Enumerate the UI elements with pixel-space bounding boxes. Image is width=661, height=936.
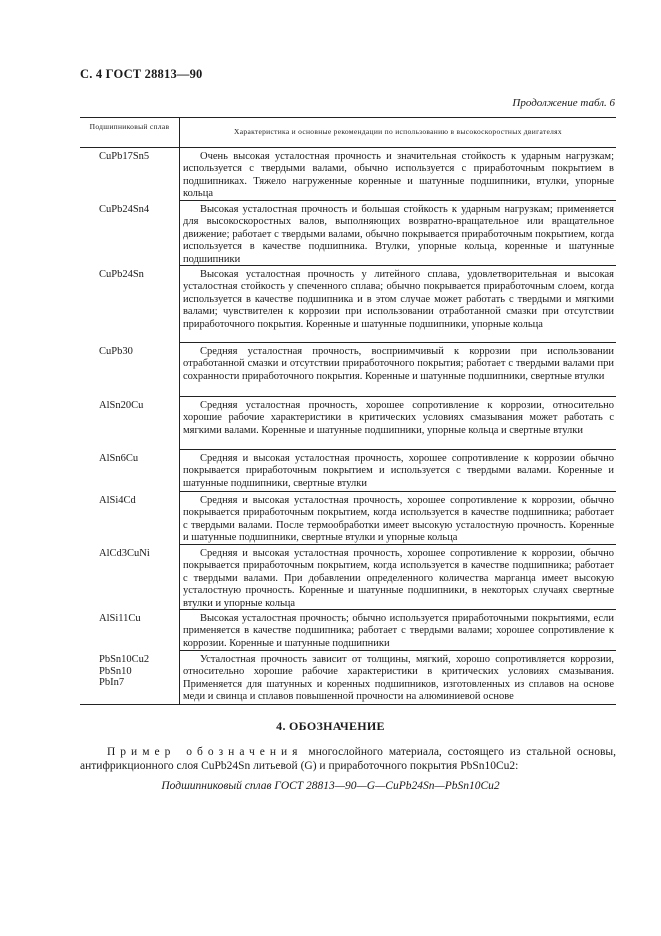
alloy-name: CuPb24Sn	[99, 269, 144, 280]
table-row	[80, 651, 616, 705]
table-row	[80, 397, 616, 450]
alloy-table	[80, 117, 616, 705]
alloy-cell	[80, 545, 180, 610]
description-cell: Средняя и высокая усталостная прочность, хорошее сопротивление к коррозии, обычно покрывается приработочным покрытием, когда используется в качестве подшипника; работает с твердыми валами. При добавлении определенного количества марганца имеет высокую усталостную прочность. Коренные и шатунные подшипники, в некоторых случаях свертные втулки и упорные кольца	[183, 548, 614, 609]
table-continuation-label: Продолжение табл. 6	[512, 97, 615, 109]
section-title: 4. ОБОЗНАЧЕНИЕ	[276, 719, 385, 733]
alloy-cell	[80, 397, 180, 450]
alloy-name: AlSi11Cu	[99, 613, 141, 624]
alloy-cell	[80, 450, 180, 492]
alloy-cell	[80, 492, 180, 545]
description-cell: Очень высокая усталостная прочность и значительная стойкость к ударным нагрузкам; используется с твердыми валами, обычно используется с приработочным покрытием в подшипниках. Тяжело нагруженные коренные и шатунные подшипники, втулки, упорные кольца	[183, 151, 614, 200]
example-lead: Пример обозначения	[107, 746, 303, 758]
alloy-cell	[80, 610, 180, 651]
alloy-name: CuPb30	[99, 346, 133, 357]
alloy-name: PbIn7	[99, 677, 125, 688]
description-cell: Усталостная прочность зависит от толщины, мягкий, хорошо сопротивляется коррозии, относительно хорошие рабочие характеристики в критических условиях смазывания. Применяется для шатунных и коренных подшипников, изготовленных из сплавов на основе меди и свинца и сплавов повышенной прочности на алюминиевой основе	[183, 654, 614, 703]
table-row	[80, 450, 616, 492]
alloy-name: AlSi4Cd	[99, 495, 136, 506]
table-row	[80, 343, 616, 397]
table-row	[80, 148, 616, 201]
alloy-cell	[80, 343, 180, 397]
table-row	[80, 610, 616, 651]
page-header: С. 4 ГОСТ 28813—90	[80, 67, 203, 81]
example-paragraph	[80, 745, 616, 773]
description-cell: Средняя усталостная прочность, восприимчивый к коррозии при использовании отработанной смазки и отсутствии приработочного покрытия; работает с твердыми валами при сохранности приработочного покрытия. Коренные и шатунные подшипники, свертные втулки	[183, 346, 614, 382]
table-row	[80, 492, 616, 545]
alloy-cell	[80, 148, 180, 201]
table-row	[80, 545, 616, 610]
alloy-name: AlSn20Cu	[99, 400, 144, 411]
column-header-alloy: Подшипниковый сплав	[80, 118, 180, 147]
alloy-name: CuPb24Sn4	[99, 204, 150, 215]
description-cell: Средняя и высокая усталостная прочность, хорошее сопротивление к коррозии, обычно покрывается приработочным покрытием, когда используется в качестве подшипника; работает с твердыми валами. После термообработки имеет высокую усталостную прочность. Коренные и шатунные подшипники, свертные втулки и упорные кольца	[183, 495, 614, 544]
description-cell: Высокая усталостная прочность у литейного сплава, удовлетворительная и высокая усталостная стойкость у спеченного сплава; обычно покрывается приработочным слоем, когда используется в качестве подшипника и в этом случае может работать с твердыми и мягкими валами; чувствителен к коррозии при использовании отработанной смазки при отсутствии приработочного покрытия. Коренные и шатунные подшипники, упорные кольца	[183, 269, 614, 330]
table-row	[80, 201, 616, 266]
table-header	[80, 117, 616, 148]
alloy-name: PbSn10	[99, 665, 132, 677]
description-cell: Высокая усталостная прочность; обычно используется приработочными покрытиями, если применяется в качестве подшипника; работает с твердыми валами; хорошее сопротивление к коррозии. Коренные и шатунные подшипники	[183, 613, 614, 649]
description-cell: Высокая усталостная прочность и большая стойкость к ударным нагрузкам; применяется для высокоскоростных валов, выполняющих возвратно-вращательное или вращательное движение; работает с твердыми валами, обычно покрывается приработочным покрытием, когда используется в качестве подшипника. Втулки, упорные кольца, коренные и шатунные подшипники	[183, 204, 614, 265]
table-row	[80, 266, 616, 343]
alloy-name: AlCd3CuNi	[99, 548, 150, 559]
column-header-description: Характеристика и основные рекомендации по использованию в высокоскоростных двигателях	[234, 127, 562, 136]
description-cell: Средняя и высокая усталостная прочность, хорошее сопротивление к коррозии обычно покрывается приработочным покрытием и используется с твердыми валами. Коренные и шатунные подшипники, свертные втулки	[183, 453, 614, 489]
alloy-name: AlSn6Cu	[99, 453, 139, 464]
alloy-cell	[80, 651, 180, 704]
designation-example: Подшипниковый сплав ГОСТ 28813—90—G—CuPb24Sn—PbSn10Cu2	[161, 780, 500, 792]
example-text: многослойного материала, состоящего из стальной основы, антифрикционного слоя CuPb24Sn литьевой (G) и приработочного покрытия PbSn10Cu2:	[80, 746, 616, 772]
alloy-name: PbSn10Cu2	[99, 654, 150, 665]
alloy-name: CuPb17Sn5	[99, 151, 150, 162]
alloy-cell	[80, 201, 180, 266]
description-cell: Средняя усталостная прочность, хорошее сопротивление к коррозии, относительно хорошие рабочие характеристики в критических условиях смазывания может работать с мягкими валами. Коренные и шатунные подшипники, упорные кольца и свертные втулки	[183, 400, 614, 436]
alloy-cell	[80, 266, 180, 343]
